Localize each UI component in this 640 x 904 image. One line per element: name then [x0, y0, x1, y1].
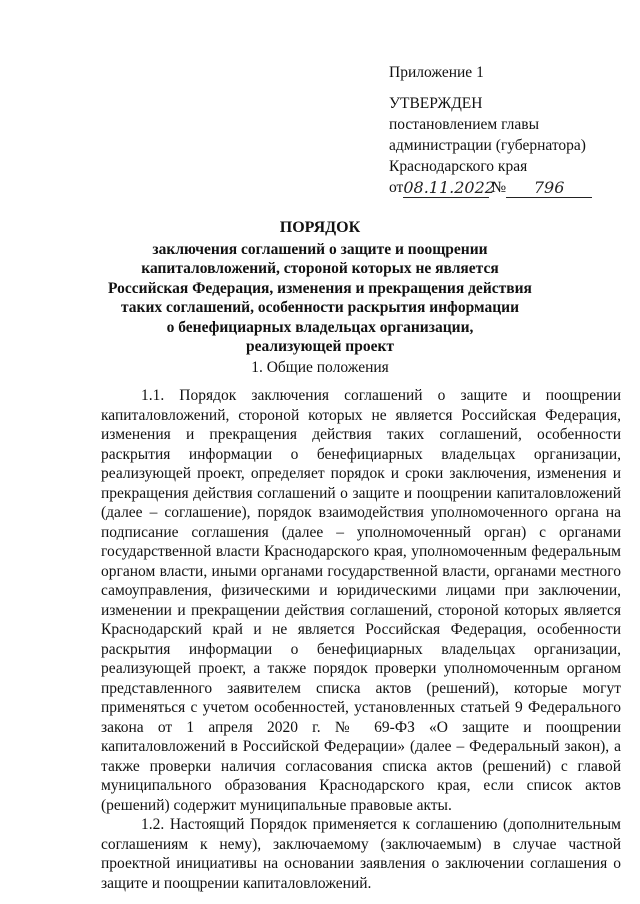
- title-line-6: реализующей проект: [245, 338, 394, 355]
- paragraph-1-1: 1.1. Порядок заключения соглашений о защите и поощрении капиталовложений, стороной которых не является Российская Федерация, изменения и прекращения действия таких соглашений, особенности раскрытия информации о бенефициарных владельцах организации, реализующей проект, определяет порядок и сроки заключения, изменения и прекращения действия соглашений о защите и поощрении капиталовложений (далее – соглашение), порядок взаимодействия уполномоченного органа на подписание соглашения (далее – уполномоченный орган) с органами государственной власти Краснодарского края, уполномоченным федеральным органом власти, иными органами государственной власти, органами местного самоуправления, физическими и юридическими лицами при заключении, изменении и прекращении действия соглашений, стороной которых является Краснодарский край и не является Российская Федерация, особенности раскрытия информации о бенефициарных владельцах организации, реализующей проект, а также порядок проверки уполномоченным органом представленного заявителем списка актов (решений), которые могут применяться с учетом особенностей, установленных статьей 9 Федерального закона от 1 апреля 2020 г. № 69-ФЗ «О защите и поощрении капиталовложений в Российской Федерации» (далее – Федеральный закон), а также проверки наличия согласования списка актов (решений) с главой муниципального образования Краснодарского края, если список актов (решений) содержит муниципальные правовые акты.: [101, 387, 621, 814]
- title-line-4: таких соглашений, особенности раскрытия информации: [120, 299, 519, 316]
- body-text: [101, 386, 621, 893]
- title-main: ПОРЯДОК: [279, 219, 361, 236]
- handwritten-date: 08.11.2022: [403, 178, 495, 197]
- approval-line-2: администрации (губернатора): [389, 137, 586, 154]
- approval-line-3: Краснодарского края: [389, 158, 528, 175]
- handwritten-number: 796: [506, 179, 592, 198]
- approved-label: УТВЕРЖДЕН: [389, 95, 483, 112]
- number-sign: №: [491, 179, 507, 196]
- approval-date-line: [389, 177, 629, 198]
- title-line-1: заключения соглашений о защите и поощрении: [152, 240, 488, 258]
- approval-line-1: постановлением главы: [389, 116, 539, 133]
- paragraph-1-2: 1.2. Настоящий Порядок применяется к соглашению (дополнительным соглашениям к нему), заключаемому (заключаемым) в случае частной проектной инициативы на основании заявления о заключении соглашения о защите и поощрении капиталовложений.: [101, 816, 621, 892]
- section-heading: 1. Общие положения: [251, 359, 389, 376]
- title-line-2: капиталовложений, стороной которых не является: [141, 260, 499, 277]
- appendix-block: [389, 62, 629, 198]
- appendix-label: Приложение 1: [389, 64, 484, 81]
- date-prefix: от: [389, 179, 404, 196]
- document-title: [0, 218, 640, 357]
- title-line-5: о бенефициарных владельцах организации,: [166, 318, 474, 336]
- title-line-3: Российская Федерация, изменения и прекращения действия: [108, 279, 532, 297]
